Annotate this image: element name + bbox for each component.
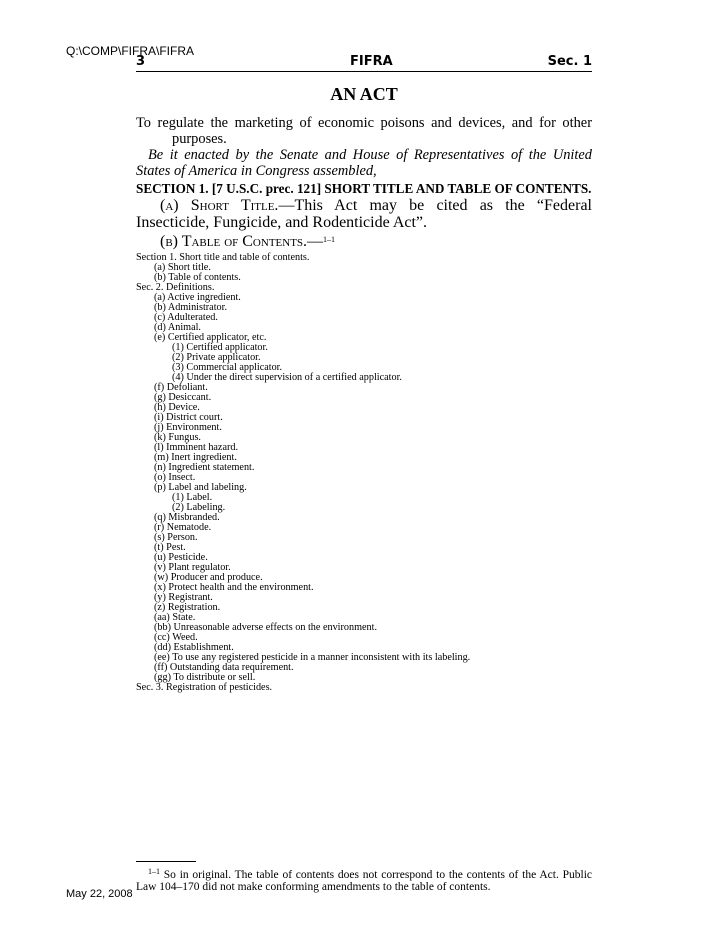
toc-entry: (r) Nematode. [154, 522, 212, 533]
toc-entry: (z) Registration. [154, 602, 221, 613]
toc-entry: (x) Protect health and the environment. [154, 582, 314, 593]
file-path: Q:\COMP\FIFRA\FIFRA [66, 44, 194, 58]
toc-entry: (s) Person. [154, 532, 198, 543]
footnote-reference: 1–1 [323, 235, 336, 244]
header-rule [136, 71, 592, 72]
short-title-label: (a) Short Title. [160, 197, 279, 214]
document-body [136, 84, 592, 693]
toc-entry: (m) Inert ingredient. [154, 452, 237, 463]
toc-entry: (l) Imminent hazard. [154, 442, 239, 453]
toc-entry: Sec. 3. Registration of pesticides. [136, 682, 273, 693]
toc-entry: (3) Commercial applicator. [172, 362, 283, 373]
footnote-marker: 1–1 [148, 867, 160, 876]
act-title: AN ACT [330, 84, 398, 104]
toc-entry: (ff) Outstanding data requirement. [154, 662, 294, 673]
toc-heading [136, 231, 592, 250]
toc-entry: (u) Pesticide. [154, 552, 208, 563]
toc-entry: (b) Administrator. [154, 302, 228, 313]
footnote [136, 866, 592, 893]
toc-heading-dash: — [307, 233, 324, 250]
toc-entry: (cc) Weed. [154, 632, 198, 643]
toc-entry: (d) Animal. [154, 322, 201, 333]
footnote-text: So in original. The table of contents does not correspond to the contents of the Act. Public Law 104–170 did not make conforming amendments to the table of contents. [136, 869, 592, 893]
header-section: Sec. 1 [547, 54, 592, 69]
toc-entry: (bb) Unreasonable adverse effects on the environment. [154, 622, 378, 633]
toc-entry: (v) Plant regulator. [154, 562, 231, 573]
toc-entry: (b) Table of contents. [154, 272, 241, 283]
toc-entry: Sec. 2. Definitions. [136, 282, 215, 293]
toc-entry: (q) Misbranded. [154, 512, 220, 523]
toc-entry: (g) Desiccant. [154, 392, 212, 403]
toc-entry: (dd) Establishment. [154, 642, 234, 653]
toc-entry: (c) Adulterated. [154, 312, 218, 323]
toc-entry: (h) Device. [154, 402, 200, 413]
toc-entry: (a) Short title. [154, 262, 211, 273]
act-purpose: To regulate the marketing of economic poisons and devices, and for other purposes. [136, 115, 592, 147]
toc-entry: (1) Certified applicator. [172, 342, 268, 353]
toc-entry: (n) Ingredient statement. [154, 462, 255, 473]
header-title: FIFRA [350, 54, 393, 69]
short-title-text: —This Act may be cited as the “Federal Insecticide, Fungicide, and Rodenticide Act”. [136, 197, 592, 231]
section-heading: SECTION 1. [7 U.S.C. prec. 121] SHORT TITLE AND TABLE OF CONTENTS. [136, 181, 592, 196]
toc-entry: (p) Label and labeling. [154, 482, 247, 493]
toc-entry: (k) Fungus. [154, 432, 201, 443]
enacting-clause: Be it enacted by the Senate and House of Representatives of the United States of America in Congress assembled, [136, 147, 592, 179]
page-number: 3 [136, 54, 146, 69]
toc-entry: (4) Under the direct supervision of a certified applicator. [172, 372, 402, 383]
toc-entry: (2) Labeling. [172, 502, 226, 513]
toc-entry: (w) Producer and produce. [154, 572, 263, 583]
toc-entry: (i) District court. [154, 412, 223, 423]
toc-entry: (o) Insect. [154, 472, 196, 483]
short-title-paragraph [136, 197, 592, 231]
running-header [136, 54, 592, 72]
toc-entry: (y) Registrant. [154, 592, 213, 603]
toc-entry: (j) Environment. [154, 422, 222, 433]
toc-entry: (t) Pest. [154, 542, 186, 553]
toc-entry: (1) Label. [172, 492, 213, 503]
toc-entry: (ee) To use any registered pesticide in a manner inconsistent with its labeling. [154, 652, 471, 663]
toc-entry: (e) Certified applicator, etc. [154, 332, 267, 343]
print-date: May 22, 2008 [66, 888, 133, 900]
toc-entry: (aa) State. [154, 612, 196, 623]
toc-entry: (f) Defoliant. [154, 382, 208, 393]
toc-entry: (2) Private applicator. [172, 352, 261, 363]
toc-entry: (gg) To distribute or sell. [154, 672, 256, 683]
toc-heading-label: (b) Table of Contents. [160, 233, 308, 250]
footnote-rule [136, 861, 196, 862]
table-of-contents [136, 253, 592, 693]
toc-entry: (a) Active ingredient. [154, 292, 241, 303]
toc-entry: Section 1. Short title and table of contents. [136, 252, 310, 263]
